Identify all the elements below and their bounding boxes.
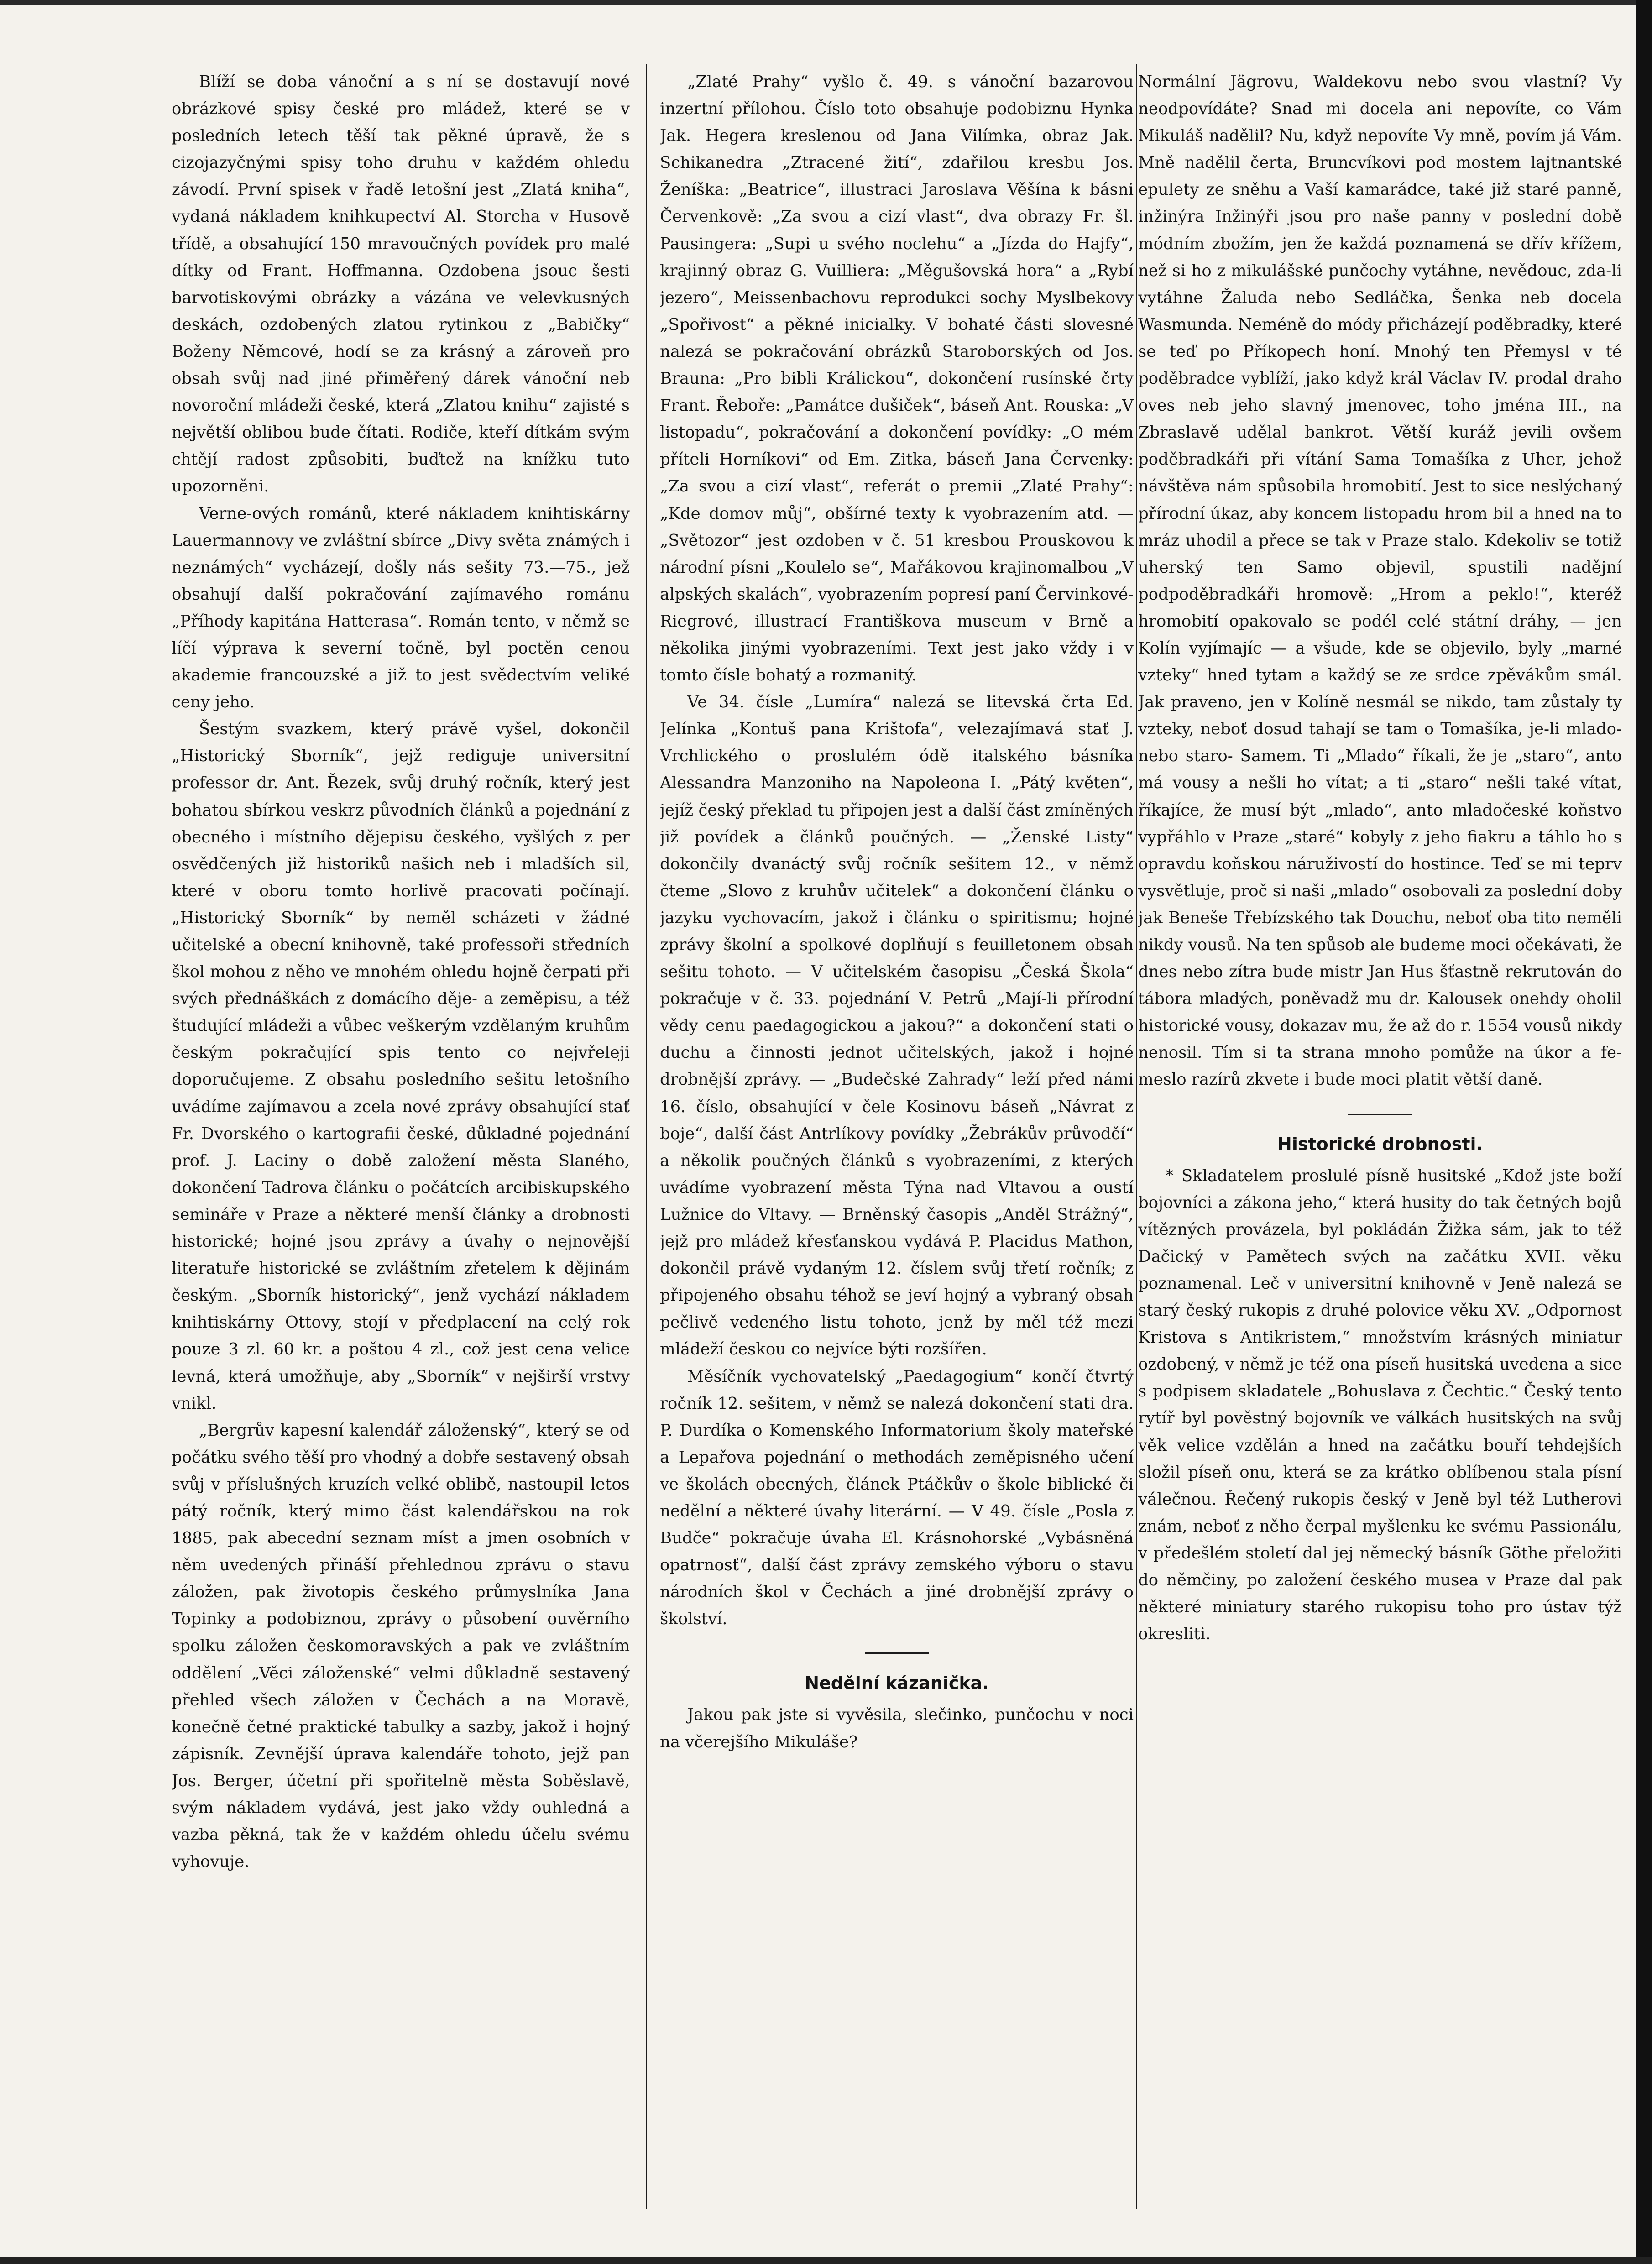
section-heading-nedelni-kazanicka: Nedělní kázanička. — [805, 1673, 989, 1694]
column-literary-notes — [172, 68, 630, 2209]
paragraph-verne-novels: Verne-ových románů, které nákladem knihtiskárny Lauermannovy ve zvláštní sbírce „Divy světa známých i neznámých“ vycházejí, došly nás sešity 73.—75., jež obsahují další pokračování zajímavého románu „Příhody kapitána Hatterasa“. Román tento, v němž se líčí výprava k severní točně, byl poctěn cenou akademie francouzské a již to jest svědectvím veliké ceny jeho. — [172, 504, 630, 712]
section-divider — [1348, 1114, 1412, 1115]
paragraph-kazanicka-start: Jakou pak jste si vyvěsila, slečinko, punčochu v noci na včerejšího Mikuláše? — [660, 1705, 1134, 1752]
paragraph-historicky-sbornik: Šestým svazkem, který právě vyšel, dokončil „Historický Sborník“, jejž rediguje universitní professor dr. Ant. Řezek, svůj druhý ročník, který jest bohatou sbírkou veskrz původních článků a pojednání z obecného i místního dějepisu českého, vyšlých z per osvědčených již historiků našich neb i mladších sil, které v oboru tomto horlivě pracovati počínají. „Historický Sborník“ by neměl scházeti v žádné učitelské a obecní knihovně, také professoři středních škol mohou z něho ve mnohém ohledu hojně čerpati při svých přednáškách z domácího děje- a zeměpisu, a též študující mládeži a vůbec veškerým vzdělaným kruhům českým pokračující spis tento co nejvřeleji doporučujeme. Z obsahu posledního sešitu letošního uvádíme zajímavou a zcela nové zprávy obsahující stať Fr. Dvorského o kartografii české, důkladné pojednání prof. J. Laciny o době založení města Slaného, dokončení Tadrova článku o počátcích arcibiskupského semináře v Praze a některé menší články a drobnosti historické; hojné jsou zprávy a úvahy o nejnovější literatuře historické se zvláštním zřetelem k dějinám českým. „Sborník historický“, jenž vychází nákladem knihtiskárny Ottovy, stojí v předplacení na celý rok pouze 3 zl. 60 kr. a poštou 4 zl., což jest cena velice levná, která umožňuje, aby „Sborník“ v nejširší vrstvy vnikl. — [172, 720, 630, 1413]
paragraph-zlata-kniha: Blíží se doba vánoční a s ní se dostavují nové obrázkové spisy české pro mládež, které se v posledních letech těší tak pěkné úpravě, že s cizojazyčnými spisy toho druhu v každém ohledu závodí. První spisek v řadě letošní jest „Zlatá kniha“, vydaná nákladem knihkupectví Al. Storcha v Husově třídě, a obsahující 150 mravoučných povídek pro malé dítky od Frant. Hoffmanna. Ozdobena jsouc šesti barvotiskovými obrázky a vázána ve velevkusných deskách, ozdobených zlatou rytinkou z „Babičky“ Boženy Němcové, hodí se za krásný a zároveň pro obsah svůj nad jiné přiměřený dárek vánoční neb novoroční mládeži české, která „Zlatou knihu“ zajisté s největší oblibou bude čítati. Rodiče, kteří dítkám svým chtějí radost způsobiti, buďtež na knížku tuto upozorněni. — [172, 73, 630, 496]
paragraph-bergruv-kalendar: „Bergrův kapesní kalendář záloženský“, který se od počátku svého těší pro vhodný a dobře sestavený obsah svůj v příslušných kruzích velké oblibě, nastoupil letos pátý ročník, který mimo část kalendářskou na rok 1885, pak abecední seznam míst a jmen osobních v něm uvedených přináší přehlednou zprávu o stavu záložen, pak životopis českého průmyslníka Jana Topinky a podobiznou, zprávy o působení ouvěrního spolku záložen českomoravských a pak ve zvláštním oddělení „Věci záloženské“ velmi důkladně sestavený přehled všech záložen v Čechách a na Moravě, konečně četné praktické tabulky a sazby, jakož i hojný zápisník. Zevnější úprava kalendáře tohoto, jejž pan Jos. Berger, účetní při spořitelně města Soběslavě, svým nákladem vydává, jest jako vždy ouhledná a vazba pěkná, tak že v každém ohledu účelu svému vyhovuje. — [172, 1421, 630, 1872]
column-rule-2 — [1136, 64, 1137, 2209]
section-heading-historicke-drobnosti: Historické drobnosti. — [1277, 1134, 1483, 1154]
scan-edge-right — [1636, 0, 1652, 2264]
section-divider — [865, 1652, 929, 1654]
paragraph-zlata-praha: „Zlaté Prahy“ vyšlo č. 49. s vánoční bazarovou inzertní přílohou. Číslo toto obsahuje podobiznu Hynka Jak. Hegera kreslenou od Jana Vilímka, obraz Jak. Schikanedra „Ztracené žití“, zdařilou kresbu Jos. Ženíška: „Beatrice“, illustraci Jaroslava Věšína k básni Červenkově: „Za svou a cizí vlast“, dva obrazy Fr. šl. Pausingera: „Supi u svého noclehu“ a „Jízda do Hajfy“, krajinný obraz G. Vuilliera: „Měgušovská hora“ a „Rybí jezero“, Meissenbachovu reprodukci sochy Myslbekovy „Spořivost“ a pěkné inicialky. V bohaté části slovesné nalezá se pokračování obrázků Staroborských od Jos. Brauna: „Pro bibli Králickou“, dokončení rusínské črty Frant. Řeboře: „Památce dušiček“, báseň Ant. Rouska: „V listopadu“, pokračování a dokončení povídky: „O mém příteli Horníkovi“ od Em. Zitka, báseň Jana Červenky: „Za svou a cizí vlast“, referát o premii „Zlaté Prahy“: „Kde domov můj“, obšírné texty k vyobrazením atd. — „Světozor“ jest ozdoben v č. 51 kresbou Prouskovou k národní písni „Koulelo se“, Mařákovou krajinomalbou „V alpských skalách“, vyobrazením popresí paní Červinkové-Riegrové, illustrací Františkova museum v Brně a několika jinými vyobrazeními. Text jest jako vždy i v tomto čísle bohatý a rozmanitý. — [660, 73, 1134, 685]
paragraph-husitska-pisen: * Skladatelem proslulé písně husitské „Kdož jste boží bojovníci a zákona jeho,“ která husity do tak četných bojů vítězných provázela, byl pokládán Žižka sám, jak to též Dačický v Pamětech svých na začátku XVII. věku poznamenal. Leč v universitní knihovně v Jeně nalezá se starý český rukopis z druhé polovice věku XV. „Odpornost Kristova s Antikristem,“ množstvím krásných miniatur ozdobený, v němž je též ona píseň husitská uvedena a sice s podpisem skladatele „Bohuslava z Čechtic.“ Český tento rytíř byl pověstný bojovník ve válkách husitských na svůj věk velice vzdělán a hned na začátku bouří tehdejších složil píseň onu, která se za krátko oblíbenou stala písní válečnou. Řečený rukopis český v Jeně byl též Lutherovi znám, neboť z něho čerpal myšlenku ke svému Passionálu, v předešlém století dal jej německý básník Göthe přeložiti do němčiny, po založení českého musea v Praze dal pak některé miniatury starého rukopisu toho pro ústav týž okresliti. — [1138, 1166, 1622, 1644]
paragraph-paedagogium: Měsíčník vychovatelský „Paedagogium“ končí čtvrtý ročník 12. sešitem, v němž se nalezá dokončení stati dra. P. Durdíka o Komenského Informatorium školy mateřské a Lepařova pojednání o methodách zeměpisného učení ve školách obecných, článek Ptáčkův o škole biblické či nedělní a některé úvahy literární. — V 49. čísle „Posla z Budče“ pokračuje úvaha El. Krásnohorské „Vybásněná opatrnosť“, další část zprávy zemského výboru o stavu národních škol v Čechách a jiné drobnější zprávy o školství. — [660, 1367, 1134, 1629]
paragraph-kazanicka-continued: Normální Jägrovu, Waldekovu nebo svou vlastní? Vy neodpovídáte? Snad mi docela ani nepovíte, co Vám Mikuláš nadělil? Nu, když nepovíte Vy mně, povím já Vám. Mně nadělil čerta, Bruncvíkovi pod mostem lajtnantské epulety ze sněhu a Vaší kamarádce, také již staré panně, inžinýra Inžinýři jsou pro naše panny v poslední době módním zbožím, jen že každá poznamená se dřív křížem, než si ho z mikulášské punčochy vytáhne, nevědouc, zda-li vytáhne Žaluda nebo Sedláčka, Šenka neb docela Wasmunda. Neméně do módy přicházejí poděbradky, které se teď po Příkopech honí. Mnohý ten Přemysl v té poděbradce vyblíží, jako když král Václav IV. prodal draho oves neb jeho slavný jmenovec, toho jména III., na Zbraslavě udělal bankrot. Větší kuráž jevili ovšem poděbradkáři při vítání Sama Tomašíka z Uher, jehož návštěva nám spůsobila hromobití. Jest to sice neslýchaný přírodní úkaz, aby koncem listopadu hrom bil a hned na to mráz uhodil a přece se tak v Praze stalo. Kdekoliv se totiž uherský ten Samo objevil, spustili nadějní podpoděbradkáři hromově: „Hrom a peklo!“, kteréž hromobití opakovalo se podél celé státní dráhy, — jen Kolín vyjímajíc — a všude, kde se objevilo, byly „marné vzteky“ hned tytam a každý se ze srdce zpěvákům smál. Jak praveno, jen v Kolíně nesmál se nikdo, tam zůstaly ty vzteky, neboť dosud tahají se tam o Tomašíka, je-li mlado- nebo staro- Samem. Ti „Mlado“ říkali, že je „staro“, anto má vousy a nešli ho vítat; a ti „staro“ nešli také vítat, říkajíce, že musí být „mlado“, anto mladočeské koňstvo vypřáhlo v Praze „staré“ kobyly z jeho fiakru a táhlo ho s opravdu koňskou náruživostí do hostince. Teď se mi teprv vysvětluje, proč si naši „mlado“ osobovali za poslední doby jak Beneše Třebízského tak Douchu, neboť oba tito neměli nikdy vousů. Na ten spůsob ale budeme moci očekávati, že dnes nebo zítra bude mistr Jan Hus šťastně rekrutován do tábora mladých, poněvadž mu dr. Kalousek onehdy oholil historické vousy, dokazav mu, že až do r. 1554 vousů nikdy nenosil. Tím si ta strana mnoho pomůže na úkor a fe-meslo razírů zkvete i bude moci platit větší daně. — [1138, 73, 1622, 1089]
column-rule-1 — [646, 64, 647, 2209]
column-feuilleton — [1138, 68, 1622, 2209]
column-periodicals — [660, 68, 1134, 2209]
paragraph-lumir: Ve 34. čísle „Lumíra“ nalezá se litevská črta Ed. Jelínka „Kontuš pana Krištofa“, velezajímavá stať J. Vrchlického o proslulém ódě italského básníka Alessandra Manzoniho na Napoleona I. „Pátý květen“, jejíž český překlad tu připojen jest a další část zmíněných již povídek a článků poučných. — „Ženské Listy“ dokončily dvanáctý svůj ročník sešitem 12., v němž čteme „Slovo z kruhův učitelek“ a dokončení článku o jazyku vychovacím, jakož i článku o spiritismu; hojné zprávy školní a spolkové doplňují s feuilletonem obsah sešitu tohoto. — V učitelském časopisu „Česká Škola“ pokračuje v č. 33. pojednání V. Petrů „Mají-li přírodní vědy cenu paedagogickou a jakou?“ a dokončení stati o duchu a činnosti jednot učitelských, jakož i hojné drobnější zprávy. — „Budečské Zahrady“ leží před námi 16. číslo, obsahující v čele Kosinovu báseň „Návrat z boje“, další část Antrlíkovy povídky „Žebrákův průvodčí“ a několik poučných článků s vyobrazeními, z kterých uvádíme vyobrazení města Týna nad Vltavou a oustí Lužnice do Vltavy. — Brněnský časopis „Anděl Strážný“, jejž pro mládež křesťanskou vydává P. Placidus Mathon, dokončil právě vydaným 12. číslem svůj třetí ročník; z připojeného obsahu téhož se jeví hojný a vybraný obsah pečlivě vedeného listu tohoto, jenž by měl též mezi mládeží českou co nejvíce býti rozšířen. — [660, 693, 1134, 1359]
scan-edge-bottom — [0, 2257, 1652, 2264]
scan-edge-top — [0, 0, 1652, 5]
